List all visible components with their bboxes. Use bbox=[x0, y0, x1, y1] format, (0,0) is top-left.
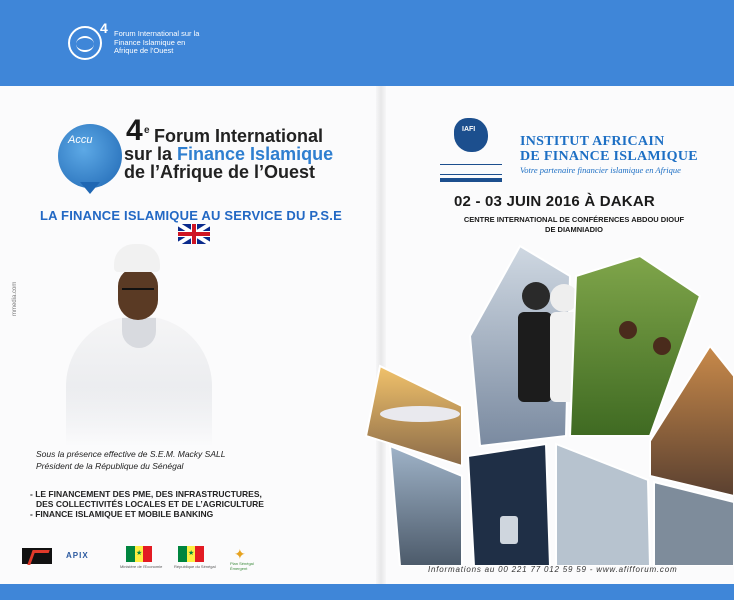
partner-logo-1-icon bbox=[22, 548, 52, 564]
accu-globe-icon bbox=[58, 124, 122, 188]
presence-text bbox=[36, 448, 225, 472]
airplane-icon bbox=[380, 406, 460, 422]
bottom-banner bbox=[0, 584, 734, 600]
contact-info: Informations au 00 221 77 012 59 59 - www.afifforum.com bbox=[428, 565, 678, 574]
theme-heading: LA FINANCE ISLAMIQUE AU SERVICE DU P.S.E bbox=[40, 208, 342, 223]
topic-line-2: DES COLLECTIVITÉS LOCALES ET DE L’AGRICULTURE bbox=[36, 499, 264, 509]
institute-tagline: Votre partenaire financier islamique en Afrique bbox=[520, 165, 681, 175]
highway-photo bbox=[390, 446, 462, 566]
poster bbox=[0, 86, 734, 584]
senegal-flag-icon: ★ bbox=[126, 546, 152, 562]
iafi-logo bbox=[440, 118, 502, 190]
partner-5-caption: Plan Sénégal Émergent bbox=[230, 561, 254, 571]
institute-name-line-2: DE FINANCE ISLAMIQUE bbox=[520, 149, 698, 164]
presence-line-1: Sous la présence effective de S.E.M. Macky SALL bbox=[36, 449, 226, 459]
forum-title-line-3: de l’Afrique de l’Ouest bbox=[124, 162, 316, 182]
topic-line-3: - FINANCE ISLAMIQUE ET MOBILE BANKING bbox=[30, 509, 214, 519]
pse-logo bbox=[230, 546, 258, 571]
event-venue bbox=[454, 215, 694, 235]
presence-line-2: Président de la République du Sénégal bbox=[36, 461, 184, 471]
topics-list bbox=[30, 489, 264, 519]
header-line-2: Finance Islamique en bbox=[114, 37, 186, 47]
header-line-3: Afrique de l'Ouest bbox=[114, 46, 174, 55]
mobile-banking-photo bbox=[468, 444, 550, 566]
institute-name-line-1: INSTITUT AFRICAIN bbox=[520, 134, 665, 149]
accu-logo-icon bbox=[68, 26, 102, 60]
apix-logo bbox=[66, 548, 102, 566]
forum-title-line-1: Forum International bbox=[154, 126, 324, 146]
top-banner bbox=[0, 0, 734, 86]
forum-number: 4 bbox=[126, 114, 143, 147]
collage-graphic bbox=[350, 236, 734, 566]
header-line-1: Forum International sur la bbox=[114, 29, 200, 38]
institute-name bbox=[520, 134, 698, 164]
venue-line-1: CENTRE INTERNATIONAL DE CONFÉRENCES ABDOU DIOUF bbox=[463, 215, 685, 224]
africa-map-icon bbox=[454, 118, 488, 152]
header-number: 4 bbox=[100, 20, 108, 36]
partner-4-caption: République du Sénégal bbox=[174, 564, 216, 569]
forum-title-line-2 bbox=[124, 146, 333, 163]
event-date: 02 - 03 JUIN 2016 À DAKAR bbox=[454, 193, 655, 210]
forum-title-highlight: Finance Islamique bbox=[177, 144, 334, 164]
venue-line-2: DE DIAMNIADIO bbox=[545, 225, 603, 234]
president-photo bbox=[62, 236, 212, 446]
photo-credit: mmedia.com bbox=[12, 281, 18, 316]
photo-collage bbox=[350, 236, 734, 566]
phone-icon bbox=[500, 516, 518, 544]
topic-line-1: - LE FINANCEMENT DES PME, DES INFRASTRUCTURES, bbox=[30, 489, 262, 499]
partner-logos bbox=[22, 542, 272, 572]
accu-logo-text: Accu bbox=[68, 134, 93, 146]
forum-ordinal: e bbox=[144, 125, 150, 136]
road-photo bbox=[654, 482, 734, 566]
iafi-logo-text: IAFI bbox=[462, 126, 476, 133]
construction-photo bbox=[556, 444, 650, 566]
forum-title-line-2-prefix: sur la bbox=[124, 144, 178, 164]
apix-label: APIX bbox=[66, 551, 89, 560]
partner-3-caption: Ministère de l'Economie bbox=[120, 564, 163, 569]
senegal-flag-icon: ★ bbox=[178, 546, 204, 562]
header-title bbox=[100, 20, 210, 56]
star-icon: ✦ bbox=[234, 546, 246, 562]
